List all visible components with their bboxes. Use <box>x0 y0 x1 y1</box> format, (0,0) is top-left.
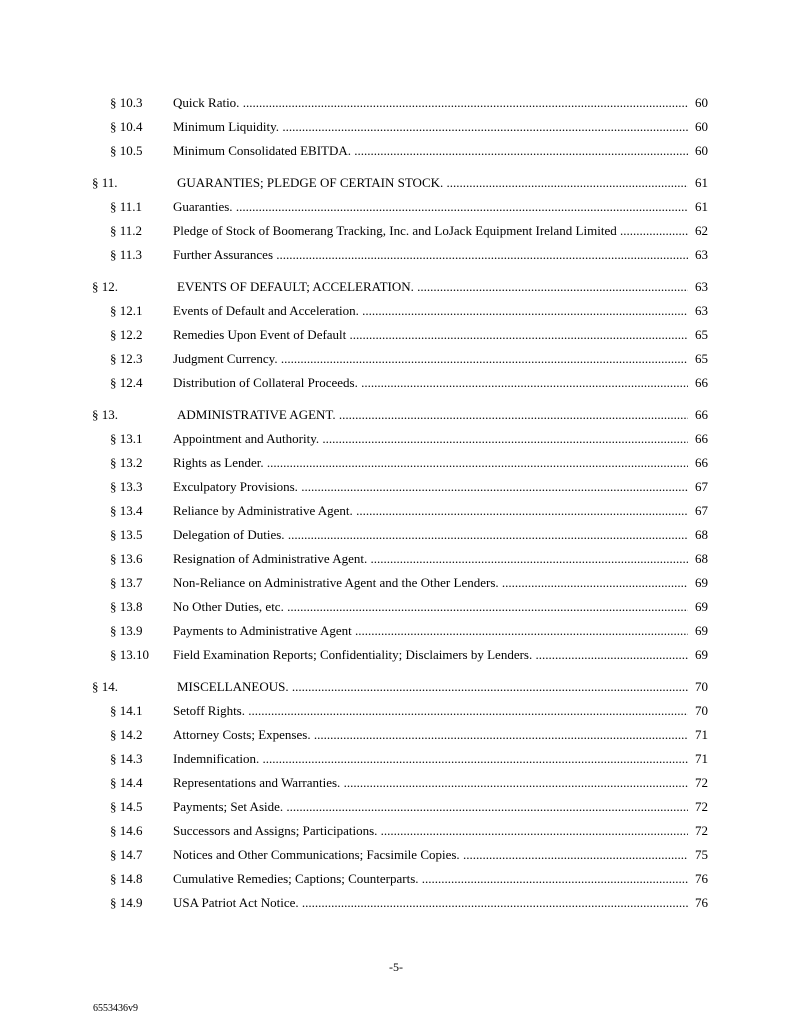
toc-entry-page: 75 <box>695 847 708 862</box>
toc-entry-number: § 12.1 <box>110 303 143 318</box>
toc-entry-title-leader <box>173 142 688 160</box>
toc-entry-page: 70 <box>695 679 708 694</box>
toc-entry-number: § 13.8 <box>110 599 143 614</box>
toc-entry-number: § 13.10 <box>110 647 149 662</box>
toc-entry-title: Indemnification. ..... <box>173 751 688 766</box>
toc-entry-page: 69 <box>695 575 708 590</box>
toc-entry-title: Delegation of Duties. ..... <box>173 527 688 542</box>
toc-entry-number: § 14.5 <box>110 799 143 814</box>
toc-entry-page: 66 <box>695 455 708 470</box>
toc-entry-title-leader <box>173 222 688 240</box>
toc-entry-number: § 13.9 <box>110 623 143 638</box>
toc-entry-page: 71 <box>695 751 708 766</box>
toc-entry-page: 69 <box>695 623 708 638</box>
toc-entry-number: § 13. <box>92 407 118 422</box>
toc-entry-title-leader <box>173 774 688 792</box>
toc-entry-title-leader <box>173 302 688 320</box>
toc-entry-page: 69 <box>695 647 708 662</box>
toc-entry-number: § 14.6 <box>110 823 143 838</box>
toc-entry-title: Further Assurances ..... <box>173 247 688 262</box>
toc-entry-title-leader <box>173 702 688 720</box>
toc-entry-title: Judgment Currency. ..... <box>173 351 688 366</box>
toc-entry-number: § 14. <box>92 679 118 694</box>
toc-entry-number: § 14.1 <box>110 703 143 718</box>
toc-entry-title: Pledge of Stock of Boomerang Tracking, Inc. and LoJack Equipment Ireland Limited ..... <box>173 223 688 238</box>
toc-entry-number: § 10.5 <box>110 143 143 158</box>
toc-entry-title: Appointment and Authority. ..... <box>173 431 688 446</box>
toc-entry-number: § 12.4 <box>110 375 143 390</box>
toc-entry-title: Payments to Administrative Agent ..... <box>173 623 688 638</box>
toc-entry-number: § 11.1 <box>110 199 143 214</box>
toc-entry-title: Quick Ratio. ..... <box>173 95 688 110</box>
toc-entry-page: 61 <box>695 175 708 190</box>
toc-entry-number: § 12.3 <box>110 351 143 366</box>
toc-entry-number: § 13.7 <box>110 575 143 590</box>
toc-entry-title: Representations and Warranties. ..... <box>173 775 688 790</box>
toc-entry-title-leader <box>177 406 688 424</box>
toc-entry-number: § 13.5 <box>110 527 143 542</box>
toc-entry-title: Cumulative Remedies; Captions; Counterparts. ..... <box>173 871 688 886</box>
toc-entry-page: 63 <box>695 247 708 262</box>
toc-entry-title: Minimum Liquidity. ..... <box>173 119 688 134</box>
toc-entry-page: 63 <box>695 279 708 294</box>
toc-entry-title: Notices and Other Communications; Facsimile Copies. ..... <box>173 847 688 862</box>
toc-entry-page: 71 <box>695 727 708 742</box>
toc-entry-page: 65 <box>695 351 708 366</box>
toc-entry-title: Non-Reliance on Administrative Agent and the Other Lenders. ..... <box>173 575 688 590</box>
toc-entry-title-leader <box>173 598 688 616</box>
toc-entry-title-leader <box>173 374 688 392</box>
toc-entry-page: 76 <box>695 895 708 910</box>
toc-entry-page: 65 <box>695 327 708 342</box>
toc-entry-page: 70 <box>695 703 708 718</box>
toc-entry-title-leader <box>173 798 688 816</box>
toc-entry-title: ADMINISTRATIVE AGENT. ..... <box>177 407 688 422</box>
toc-entry-page: 68 <box>695 527 708 542</box>
document-id: 6553436v9 <box>93 1003 138 1014</box>
toc-entry-page: 60 <box>695 95 708 110</box>
toc-entry-title-leader <box>173 198 688 216</box>
toc-entry-number: § 12.2 <box>110 327 143 342</box>
toc-entry-title-leader <box>173 550 688 568</box>
toc-entry-number: § 12. <box>92 279 118 294</box>
toc-entry-title: Payments; Set Aside. ..... <box>173 799 688 814</box>
toc-entry-title: Guaranties. ..... <box>173 199 688 214</box>
toc-entry-page: 60 <box>695 119 708 134</box>
toc-entry-title: Events of Default and Acceleration. ..... <box>173 303 688 318</box>
toc-entry-number: § 14.7 <box>110 847 143 862</box>
toc-entry-number: § 11.2 <box>110 223 143 238</box>
toc-entry-title-leader <box>173 94 688 112</box>
toc-entry-title-leader <box>177 278 688 296</box>
toc-entry-title-leader <box>173 622 688 640</box>
toc-entry-title-leader <box>177 678 688 696</box>
toc-entry-number: § 14.4 <box>110 775 143 790</box>
toc-entry-title: Reliance by Administrative Agent. ..... <box>173 503 688 518</box>
toc-entry-number: § 13.1 <box>110 431 143 446</box>
toc-entry-page: 68 <box>695 551 708 566</box>
toc-entry-page: 72 <box>695 775 708 790</box>
toc-entry-title-leader <box>173 454 688 472</box>
toc-entry-number: § 10.3 <box>110 95 143 110</box>
toc-entry-number: § 10.4 <box>110 119 143 134</box>
toc-entry-title-leader <box>173 822 688 840</box>
toc-entry-title: EVENTS OF DEFAULT; ACCELERATION. ..... <box>177 279 688 294</box>
toc-entry-number: § 13.6 <box>110 551 143 566</box>
toc-entry-number: § 14.3 <box>110 751 143 766</box>
toc-entry-title-leader <box>173 118 688 136</box>
toc-entry-page: 63 <box>695 303 708 318</box>
toc-entry-number: § 11. <box>92 175 118 190</box>
toc-entry-title: Resignation of Administrative Agent. ..... <box>173 551 688 566</box>
toc-entry-title-leader <box>173 726 688 744</box>
toc-entry-title-leader <box>173 894 688 912</box>
toc-entry-number: § 13.2 <box>110 455 143 470</box>
toc-entry-number: § 14.8 <box>110 871 143 886</box>
toc-entry-page: 66 <box>695 375 708 390</box>
toc-entry-page: 66 <box>695 431 708 446</box>
toc-entry-title-leader <box>173 750 688 768</box>
toc-entry-title: Successors and Assigns; Participations. ..... <box>173 823 688 838</box>
toc-entry-number: § 11.3 <box>110 247 143 262</box>
toc-entry-title-leader <box>173 350 688 368</box>
toc-entry-page: 62 <box>695 223 708 238</box>
toc-entry-title-leader <box>173 502 688 520</box>
toc-entry-page: 61 <box>695 199 708 214</box>
toc-entry-title-leader <box>173 326 688 344</box>
toc-entry-title: Exculpatory Provisions. ..... <box>173 479 688 494</box>
toc-entry-title-leader <box>173 574 688 592</box>
toc-entry-page: 72 <box>695 823 708 838</box>
toc-entry-title-leader <box>173 246 688 264</box>
toc-entry-page: 66 <box>695 407 708 422</box>
page-number: -5- <box>389 960 403 974</box>
toc-entry-title: Rights as Lender. ..... <box>173 455 688 470</box>
toc-entry-number: § 14.2 <box>110 727 143 742</box>
toc-entry-title-leader <box>177 174 688 192</box>
toc-entry-title: Field Examination Reports; Confidentiality; Disclaimers by Lenders. ..... <box>173 647 688 662</box>
toc-entry-title: No Other Duties, etc. ..... <box>173 599 688 614</box>
toc-entry-number: § 14.9 <box>110 895 143 910</box>
toc-entry-title-leader <box>173 430 688 448</box>
toc-entry-page: 72 <box>695 799 708 814</box>
toc-entry-title: Minimum Consolidated EBITDA. ..... <box>173 143 688 158</box>
toc-entry-title-leader <box>173 526 688 544</box>
toc-entry-title: Distribution of Collateral Proceeds. ..... <box>173 375 688 390</box>
toc-entry-number: § 13.4 <box>110 503 143 518</box>
toc-entry-page: 67 <box>695 503 708 518</box>
toc-entry-page: 76 <box>695 871 708 886</box>
toc-entry-title-leader <box>173 478 688 496</box>
toc-entry-title: Attorney Costs; Expenses. ..... <box>173 727 688 742</box>
toc-entry-number: § 13.3 <box>110 479 143 494</box>
toc-entry-page: 67 <box>695 479 708 494</box>
toc-entry-title: GUARANTIES; PLEDGE OF CERTAIN STOCK. ..... <box>177 175 688 190</box>
toc-entry-title: Setoff Rights. ..... <box>173 703 688 718</box>
toc-entry-title: MISCELLANEOUS. ..... <box>177 679 688 694</box>
toc-entry-page: 60 <box>695 143 708 158</box>
toc-entry-title-leader <box>173 870 688 888</box>
toc-entry-page: 69 <box>695 599 708 614</box>
toc-entry-title-leader <box>173 846 688 864</box>
toc-entry-title-leader <box>173 646 688 664</box>
toc-entry-title: USA Patriot Act Notice. ..... <box>173 895 688 910</box>
toc-entry-title: Remedies Upon Event of Default ..... <box>173 327 688 342</box>
